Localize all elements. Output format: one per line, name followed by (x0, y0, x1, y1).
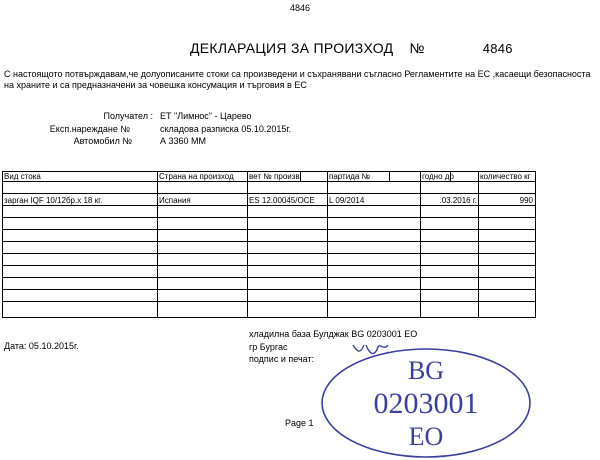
row-line (2, 289, 536, 290)
header-quantity: количество кг (480, 172, 531, 181)
row-line (2, 241, 536, 242)
number-symbol: № (409, 40, 425, 56)
order-value: складова разписка 05.10.2015г. (160, 124, 292, 134)
cell-origin: Испания (159, 196, 191, 205)
row-line (2, 193, 536, 194)
vehicle-value: А 3360 ММ (160, 136, 207, 146)
cell-quantity: 990 (519, 196, 533, 205)
document-number: 4846 (482, 41, 513, 56)
header-expiry: годно до (422, 172, 454, 181)
intro-line-1: С настоящото потвърждавам,че долуописаните стоки са произведени и съхранявани съгласно Регламентите на ЕС ,касаещи безопасноста (4, 69, 591, 79)
column-line (478, 171, 479, 318)
top-document-number: 4846 (290, 3, 311, 13)
header-origin: Страна на произход (159, 172, 234, 181)
column-line (157, 171, 158, 318)
stamp-line-2: 0203001 (373, 387, 479, 420)
stamp-line-3: EO (408, 422, 444, 451)
header-goods: Вид стока (4, 172, 41, 181)
row-line (2, 253, 536, 254)
order-label: Експ.нареждане № (49, 124, 130, 134)
row-line (2, 229, 536, 230)
stamp-line-1: BG (407, 356, 445, 385)
row-line (2, 277, 536, 278)
row-line (2, 205, 536, 206)
official-stamp (318, 345, 543, 460)
document-title-row (190, 40, 513, 56)
page-number: Page 1 (285, 418, 314, 428)
cell-vet-number: ES 12.00045/OCE (249, 196, 315, 205)
cold-storage-line: хладилна база Булджак BG 0203001 ЕО (249, 329, 418, 339)
row-line (2, 265, 536, 266)
row-line (2, 301, 536, 302)
recipient-value: ЕТ "Лимнос" - Царево (160, 111, 252, 121)
vehicle-label: Автомобил № (73, 136, 132, 146)
city-line: гр Бургас (249, 342, 288, 352)
cell-expiry: .03.2016 г. (439, 196, 477, 205)
column-line (327, 171, 328, 318)
cell-goods: зарган IQF 10/12бр.х 18 кг. (4, 196, 103, 205)
header-vet-number: вет № произв. (249, 172, 302, 181)
signature-scribble (352, 345, 388, 354)
document-date: Дата: 05.10.2015г. (4, 341, 79, 351)
column-line (420, 171, 421, 318)
header-batch: партида № (329, 172, 371, 181)
document-title: ДЕКЛАРАЦИЯ ЗА ПРОИЗХОД (190, 40, 394, 56)
intro-line-2: на храните и са предназначени за човешка консумация и търговия в ЕС (4, 80, 307, 90)
declaration-intro (4, 69, 590, 91)
column-line (247, 171, 248, 318)
row-line (2, 217, 536, 218)
recipient-label: Получател : (103, 111, 153, 121)
cell-batch: L 09/2014 (329, 196, 365, 205)
table-header-line (2, 181, 536, 182)
goods-table (2, 171, 536, 318)
signature-label: подпис и печат: (249, 354, 315, 364)
